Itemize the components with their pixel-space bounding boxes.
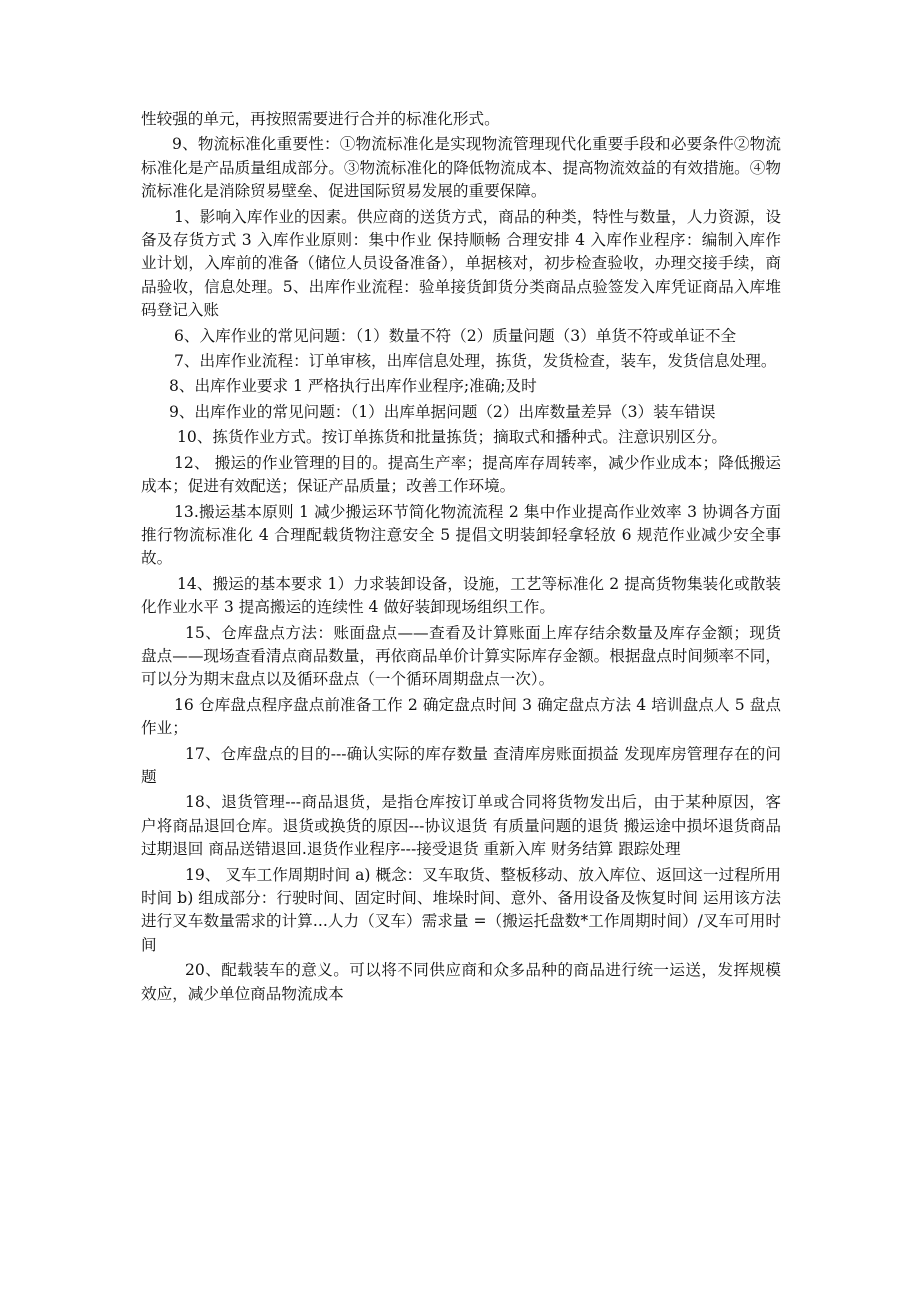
paragraph-stocktaking-methods: 15、仓库盘点方法：账面盘点——查看及计算账面上库存结余数量及库存金额；现货盘点——现场查看清点商品数量，再依商品单价计算实际库存金额。根据盘点时间频率不同，可以分为期末盘点以及循环盘点（一个循环周期盘点一次）。 [141,623,781,689]
paragraph-handling-requirements: 14、搬运的基本要求 1）力求装卸设备，设施，工艺等标准化 2 提高货物集装化或散装化作业水平 3 提高搬运的连续性 4 做好装卸现场组织工作。 [141,574,781,617]
paragraph-inbound-problems: 6、入库作业的常见问题：（1）数量不符（2）质量问题（3）单货不符或单证不全 [174,326,737,345]
paragraph-stocktaking-purpose: 17、仓库盘点的目的---确认实际的库存数量 查清库房账面损益 发现库房管理存在的问题 [141,744,781,786]
paragraph-picking-methods: 10、拣货作业方式。按订单拣货和批量拣货；摘取式和播种式。注意识别区分。 [177,428,728,447]
paragraph-standardization-form: 性较强的单元，再按照需要进行合并的标准化形式。 [141,110,500,128]
paragraph-standardization-importance: 9、物流标准化重要性：①物流标准化是实现物流管理现代化重要手段和必要条件②物流标准化是产品质量组成部分。③物流标准化的降低物流成本、提高物流效益的有效措施。④物流标准化是消除贸易壁垒、促进国际贸易发展的重要保障。 [141,135,781,201]
paragraph-stocktaking-procedure: 16 仓库盘点程序盘点前准备工作 2 确定盘点时间 3 确定盘点方法 4 培训盘点人 5 盘点作业； [141,695,781,738]
paragraph-outbound-problems: 9、出库作业的常见问题：（1）出库单据问题（2）出库数量差异（3）装车错误 [169,402,716,421]
paragraph-load-consolidation: 20、配载装车的意义。可以将不同供应商和众多品种的商品进行统一运送，发挥规模效应，减少单位商品物流成本 [141,961,781,1003]
paragraph-handling-goals: 12、 搬运的作业管理的目的。提高生产率；提高库存周转率，减少作业成本；降低搬运成本；促进有效配送；保证产品质量；改善工作环境。 [141,453,781,496]
paragraph-forklift-cycle-time: 19、 叉车工作周期时间 a) 概念：叉车取货、整板移动、放入库位、返回这一过程所用时间 b) 组成部分：行驶时间、固定时间、堆垛时间、意外、备用设备及恢复时间 运用该方法进行叉车数量需求的计算...人力（叉车）需求量 =（搬运托盘数*工作周期时间）/叉车可用时间 [141,865,781,954]
paragraph-outbound-requirements: 8、出库作业要求 1 严格执行出库作业程序;准确;及时 [169,377,537,396]
paragraph-returns-management: 18、退货管理---商品退货，是指仓库按订单或合同将货物发出后，由于某种原因，客户将商品退回仓库。退货或换货的原因---协议退货 有质量问题的退货 搬运途中损坏退货商品过期退回 商品送错退回.退货作业程序---接受退货 重新入库 财务结算 跟踪处理 [141,793,781,859]
paragraph-handling-principles: 13.搬运基本原则 1 减少搬运环节简化物流流程 2 集中作业提高作业效率 3 协调各方面推行物流标准化 4 合理配载货物注意安全 5 提倡文明装卸轻拿轻放 6 规范作业减少安全事故。 [141,502,781,568]
paragraph-outbound-process: 7、出库作业流程：订单审核，出库信息处理，拣货，发货检查，装车，发货信息处理。 [174,352,777,371]
paragraph-inbound-factors: 1、影响入库作业的因素。供应商的送货方式，商品的种类，特性与数量，人力资源，设备及存货方式 3 入库作业原则：集中作业 保持顺畅 合理安排 4 入库作业程序：编制入库作业计划，入库前的准备（储位人员设备准备），单据核对，初步检查验收，办理交接手续，商品验收，信息处理。5、出库作业流程：验单接货卸货分类商品点验签发入库凭证商品入库堆码登记入账 [141,207,781,320]
document-page [141,108,781,1008]
